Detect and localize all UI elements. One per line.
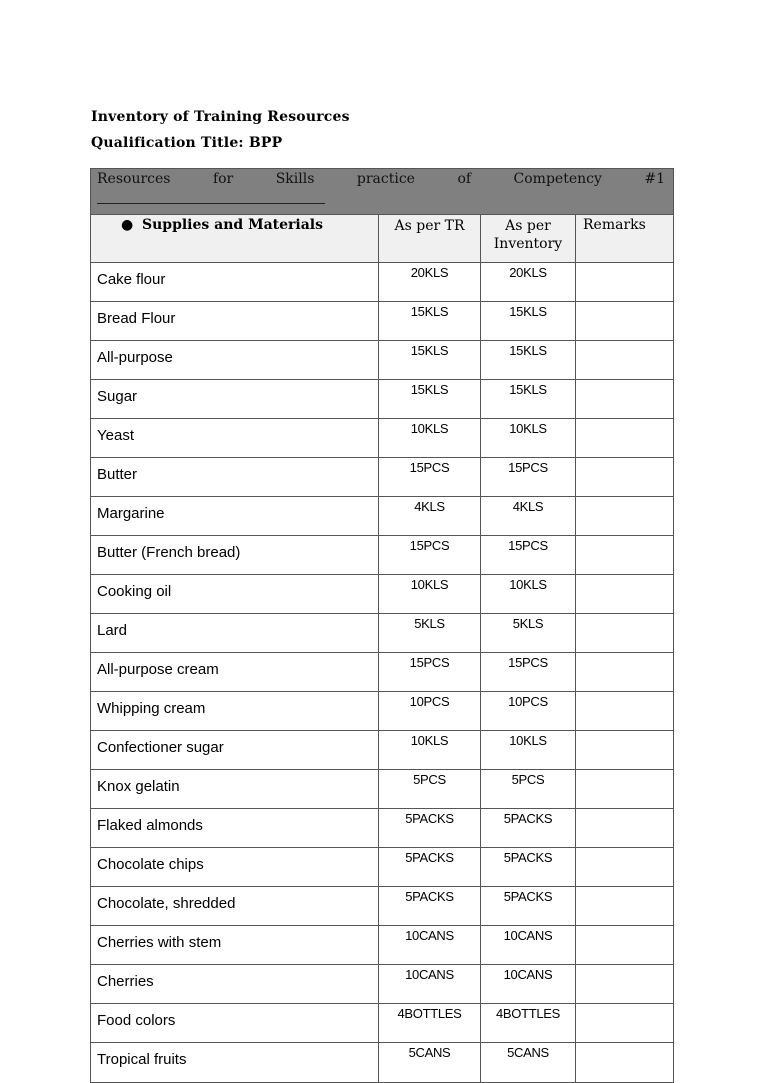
header-remarks-label: Remarks — [583, 217, 646, 233]
item-name-cell: Butter (French bread) — [91, 536, 379, 575]
tr-qty-cell: 15KLS — [379, 380, 481, 419]
tr-qty-cell: 5PACKS — [379, 887, 481, 926]
item-name-cell: Sugar — [91, 380, 379, 419]
table-row — [91, 536, 674, 575]
item-name-cell: Flaked almonds — [91, 809, 379, 848]
remarks-cell — [576, 497, 674, 536]
item-name-cell: Chocolate chips — [91, 848, 379, 887]
remarks-cell — [576, 731, 674, 770]
header-row — [91, 215, 674, 263]
inventory-qty-cell: 15PCS — [481, 458, 576, 497]
item-name-cell: Whipping cream — [91, 692, 379, 731]
remarks-cell — [576, 263, 674, 302]
banner-word: Competency — [513, 171, 602, 187]
tr-qty-cell: 4BOTTLES — [379, 1004, 481, 1043]
competency-banner — [91, 169, 674, 215]
banner-word: practice — [356, 171, 415, 187]
banner-word: Skills — [275, 171, 315, 187]
table-row — [91, 341, 674, 380]
table-row — [91, 1004, 674, 1043]
table-row — [91, 848, 674, 887]
remarks-cell — [576, 575, 674, 614]
inventory-qty-cell: 5PACKS — [481, 887, 576, 926]
item-name-cell: Knox gelatin — [91, 770, 379, 809]
tr-qty-cell: 10KLS — [379, 419, 481, 458]
table-row — [91, 419, 674, 458]
item-name-cell: Chocolate, shredded — [91, 887, 379, 926]
table-row — [91, 380, 674, 419]
table-row — [91, 575, 674, 614]
inventory-qty-cell: 10PCS — [481, 692, 576, 731]
inventory-qty-cell: 5PACKS — [481, 809, 576, 848]
table-row — [91, 263, 674, 302]
inventory-qty-cell: 5CANS — [481, 1043, 576, 1083]
inventory-qty-cell: 5KLS — [481, 614, 576, 653]
inventory-qty-cell: 10KLS — [481, 575, 576, 614]
tr-qty-cell: 10CANS — [379, 965, 481, 1004]
tr-qty-cell: 10CANS — [379, 926, 481, 965]
remarks-cell — [576, 965, 674, 1004]
header-supplies-materials — [91, 215, 379, 263]
inventory-qty-cell: 15PCS — [481, 653, 576, 692]
remarks-cell — [576, 887, 674, 926]
item-name-cell: All-purpose — [91, 341, 379, 380]
remarks-cell — [576, 1004, 674, 1043]
tr-qty-cell: 15KLS — [379, 341, 481, 380]
item-name-cell: Margarine — [91, 497, 379, 536]
header-as-per-inventory — [481, 215, 576, 263]
qualification-title: Qualification Title: BPP — [91, 135, 283, 151]
item-name-cell: Butter — [91, 458, 379, 497]
banner-word: for — [212, 171, 234, 187]
header-inventory-line2: Inventory — [493, 236, 563, 252]
remarks-cell — [576, 770, 674, 809]
tr-qty-cell: 10KLS — [379, 731, 481, 770]
inventory-qty-cell: 15KLS — [481, 341, 576, 380]
tr-qty-cell: 15PCS — [379, 536, 481, 575]
tr-qty-cell: 4KLS — [379, 497, 481, 536]
item-name-cell: Cherries with stem — [91, 926, 379, 965]
tr-qty-cell: 20KLS — [379, 263, 481, 302]
tr-qty-cell: 5PACKS — [379, 809, 481, 848]
inventory-qty-cell: 15PCS — [481, 536, 576, 575]
inventory-qty-cell: 10KLS — [481, 731, 576, 770]
remarks-cell — [576, 419, 674, 458]
remarks-cell — [576, 809, 674, 848]
header-as-per-tr — [379, 215, 481, 263]
table-row — [91, 887, 674, 926]
item-name-cell: Food colors — [91, 1004, 379, 1043]
table-row — [91, 497, 674, 536]
table-row — [91, 302, 674, 341]
item-name-cell: Yeast — [91, 419, 379, 458]
item-name-cell: Cake flour — [91, 263, 379, 302]
tr-qty-cell: 5PACKS — [379, 848, 481, 887]
remarks-cell — [576, 692, 674, 731]
remarks-cell — [576, 614, 674, 653]
table-row — [91, 1043, 674, 1083]
tr-qty-cell: 15PCS — [379, 458, 481, 497]
table-row — [91, 653, 674, 692]
banner-row — [91, 169, 674, 215]
remarks-cell — [576, 1043, 674, 1083]
competency-blank-line — [97, 203, 325, 204]
table-row — [91, 809, 674, 848]
item-name-cell: Bread Flour — [91, 302, 379, 341]
inventory-qty-cell: 10CANS — [481, 965, 576, 1004]
tr-qty-cell: 15KLS — [379, 302, 481, 341]
remarks-cell — [576, 302, 674, 341]
inventory-qty-cell: 20KLS — [481, 263, 576, 302]
banner-word: #1 — [644, 171, 665, 187]
table-row — [91, 731, 674, 770]
tr-qty-cell: 10PCS — [379, 692, 481, 731]
bullet-icon: ● — [121, 217, 134, 233]
table-row — [91, 692, 674, 731]
table-row — [91, 926, 674, 965]
banner-word: of — [457, 171, 472, 187]
header-section-label: Supplies and Materials — [142, 217, 323, 233]
inventory-qty-cell: 4KLS — [481, 497, 576, 536]
inventory-qty-cell: 15KLS — [481, 302, 576, 341]
tr-qty-cell: 5KLS — [379, 614, 481, 653]
inventory-qty-cell: 5PCS — [481, 770, 576, 809]
remarks-cell — [576, 341, 674, 380]
inventory-qty-cell: 4BOTTLES — [481, 1004, 576, 1043]
item-name-cell: All-purpose cream — [91, 653, 379, 692]
remarks-cell — [576, 380, 674, 419]
remarks-cell — [576, 926, 674, 965]
item-name-cell: Tropical fruits — [91, 1043, 379, 1083]
tr-qty-cell: 5PCS — [379, 770, 481, 809]
remarks-cell — [576, 458, 674, 497]
inventory-table — [90, 168, 674, 1083]
banner-word: Resources — [97, 171, 171, 187]
tr-qty-cell: 10KLS — [379, 575, 481, 614]
document-title: Inventory of Training Resources — [91, 109, 350, 125]
remarks-cell — [576, 653, 674, 692]
table-row — [91, 770, 674, 809]
item-name-cell: Confectioner sugar — [91, 731, 379, 770]
header-inventory-line1: As per — [505, 218, 551, 234]
item-name-cell: Cooking oil — [91, 575, 379, 614]
item-name-cell: Cherries — [91, 965, 379, 1004]
inventory-qty-cell: 15KLS — [481, 380, 576, 419]
inventory-qty-cell: 10KLS — [481, 419, 576, 458]
header-tr-label: As per TR — [394, 218, 465, 234]
inventory-qty-cell: 10CANS — [481, 926, 576, 965]
remarks-cell — [576, 536, 674, 575]
tr-qty-cell: 15PCS — [379, 653, 481, 692]
item-name-cell: Lard — [91, 614, 379, 653]
competency-banner-text — [91, 169, 673, 189]
table-row — [91, 458, 674, 497]
header-remarks — [576, 215, 674, 263]
table-row — [91, 965, 674, 1004]
remarks-cell — [576, 848, 674, 887]
tr-qty-cell: 5CANS — [379, 1043, 481, 1083]
table-row — [91, 614, 674, 653]
inventory-qty-cell: 5PACKS — [481, 848, 576, 887]
